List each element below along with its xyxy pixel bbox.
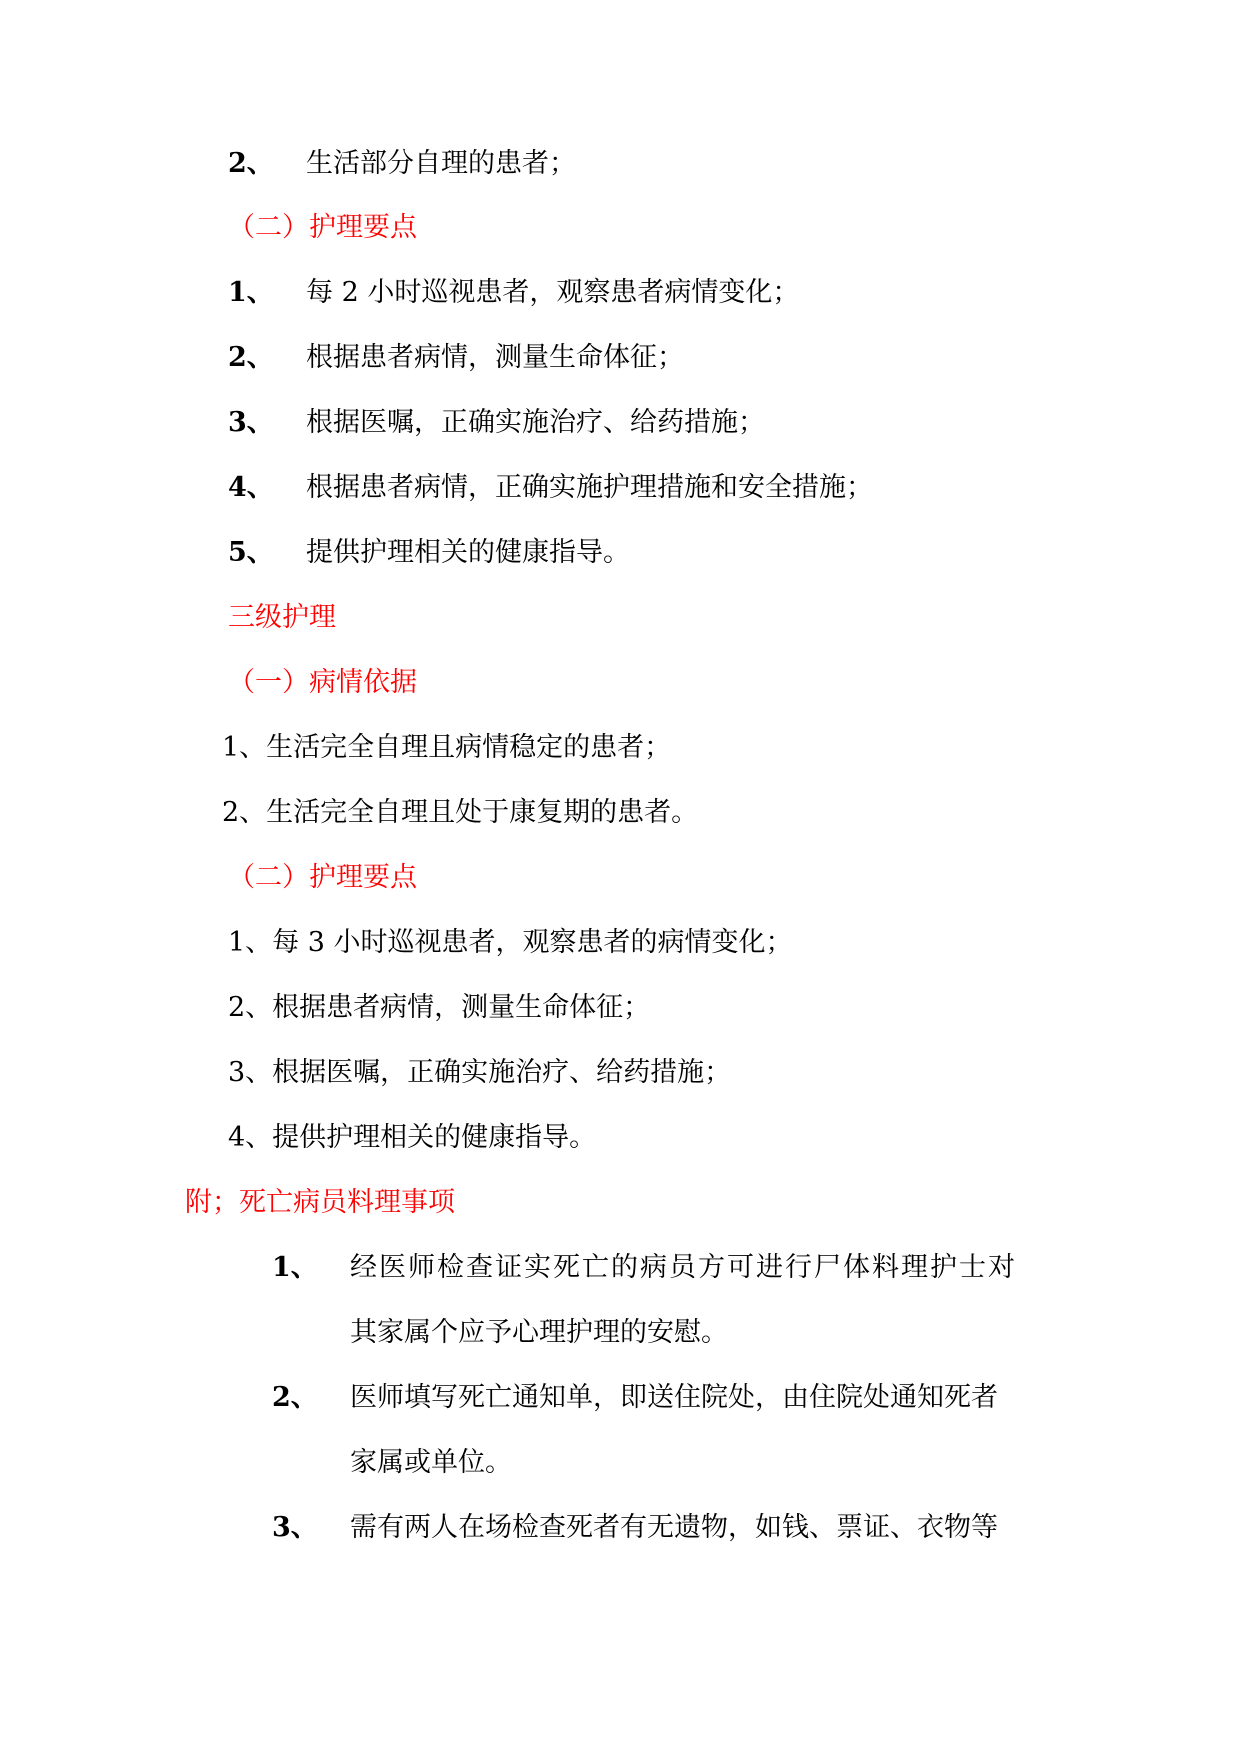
list-number: 2、 (228, 342, 274, 373)
list-text: 经医师检查证实死亡的病员方可进行尸体料理护士对 (350, 1252, 1017, 1283)
list-text: 根据患者病情，测量生命体征； (306, 342, 684, 373)
list-text: 需有两人在场检查死者有无遗物，如钱、票证、衣物等 (350, 1512, 998, 1543)
section-heading: （二）护理要点 (228, 212, 417, 243)
list-number: 5、 (228, 537, 274, 568)
list-item (228, 405, 765, 441)
list-number: 1、 (228, 277, 274, 308)
list-item (272, 1380, 998, 1416)
section-heading: （二）护理要点 (228, 862, 417, 893)
section-title: 三级护理 (228, 602, 336, 633)
list-item (272, 1250, 1017, 1286)
list-item (272, 1510, 998, 1546)
list-text-continued: 其家属个应予心理护理的安慰。 (350, 1317, 728, 1348)
list-item: 1、每 3 小时巡视患者，观察患者的病情变化； (228, 927, 793, 958)
list-number: 3、 (228, 407, 274, 438)
list-text: 医师填写死亡通知单，即送住院处，由住院处通知死者 (350, 1382, 998, 1413)
list-item (228, 146, 576, 182)
list-item (228, 470, 873, 506)
list-number: 4、 (228, 472, 274, 503)
list-item (228, 535, 630, 571)
list-text: 生活部分自理的患者； (306, 148, 576, 179)
list-number: 2、 (272, 1382, 318, 1413)
list-text: 每 2 小时巡视患者，观察患者病情变化； (306, 277, 800, 308)
section-heading: （一）病情依据 (228, 667, 417, 698)
list-text: 根据医嘱，正确实施治疗、给药措施； (306, 407, 765, 438)
list-number: 1、 (272, 1252, 318, 1283)
list-item: 2、根据患者病情，测量生命体征； (228, 992, 651, 1023)
list-item: 1、生活完全自理且病情稳定的患者； (222, 732, 672, 763)
list-text: 根据患者病情，正确实施护理措施和安全措施； (306, 472, 873, 503)
list-number: 2、 (228, 148, 274, 179)
list-item: 4、提供护理相关的健康指导。 (228, 1122, 597, 1153)
list-item (228, 340, 684, 376)
list-item: 2、生活完全自理且处于康复期的患者。 (222, 797, 699, 828)
list-item: 3、根据医嘱，正确实施治疗、给药措施； (228, 1057, 732, 1088)
list-number: 3、 (272, 1512, 318, 1543)
list-text-continued: 家属或单位。 (350, 1447, 512, 1478)
appendix-title: 附；死亡病员料理事项 (185, 1187, 455, 1218)
list-item (228, 275, 799, 311)
list-text: 提供护理相关的健康指导。 (306, 537, 630, 568)
